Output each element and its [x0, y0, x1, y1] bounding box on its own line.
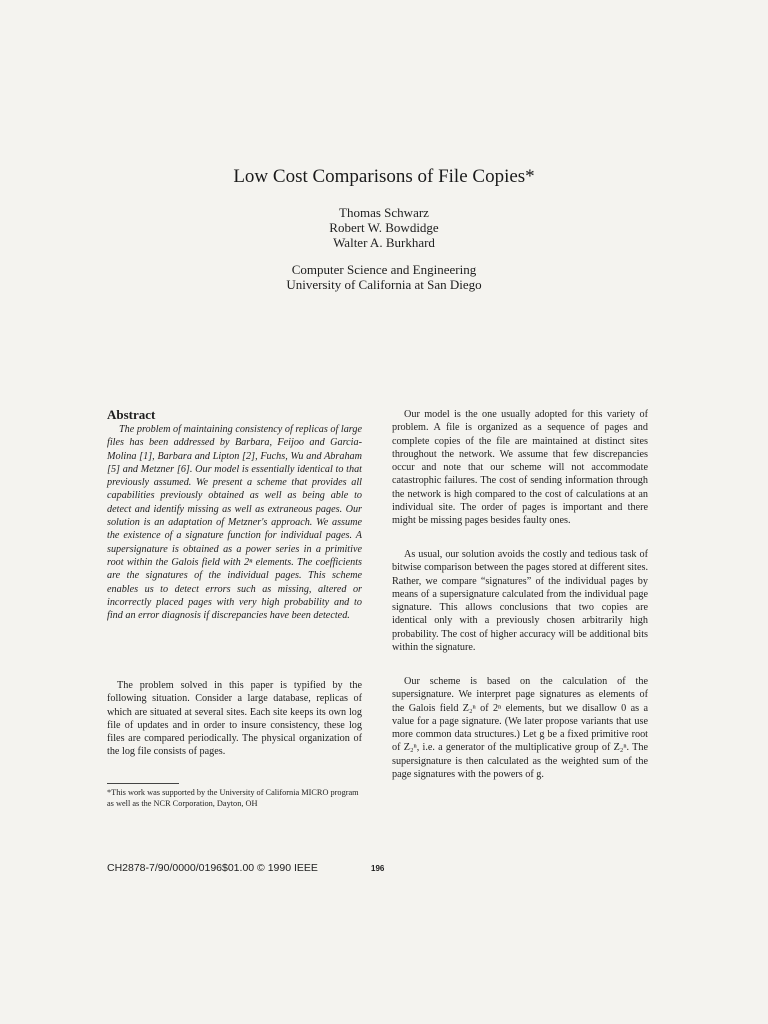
footnote: *This work was supported by the University of California MICRO program as well as the NCR Corporation, Dayton, OH: [107, 788, 359, 808]
author-name: Thomas Schwarz: [339, 205, 429, 220]
page-number: 196: [371, 864, 385, 873]
author-name: Walter A. Burkhard: [333, 235, 435, 250]
abstract-heading: Abstract: [107, 407, 156, 422]
author-list: [0, 205, 768, 250]
body-paragraph-solution: As usual, our solution avoids the costly and tedious task of bitwise comparison between the pages stored at different sites. Rather, we compare “signatures” of the individual pages by means of a supersignature calculated from the individual page signature. This allows conclusions that two copies are identical only with a previously chosen arbitrarily high probability. The cost of higher accuracy will be additional bits within the signature.: [392, 549, 648, 654]
affiliation-line: University of California at San Diego: [286, 277, 482, 292]
body-paragraph-model: Our model is the one usually adopted for this variety of problem. A file is organized as a sequence of pages and complete copies of the file are maintained at distinct sites throughout the network. We assume that few discrepancies occur and note that our scheme will not accommodate catastrophic failures. The cost of sending information through the network is high compared to the cost of calculations at an individual site. The order of pages is important and there might be missing pages besides faulty ones.: [392, 409, 648, 527]
footnote-divider: [107, 783, 179, 784]
abstract-text: The problem of maintaining consistency of replicas of large files has been addressed by Barbara, Feijoo and Garcia-Molina [1], Barbara and Lipton [2], Fuchs, Wu and Abraham [5] and Metzner [6]. Our model is essentially identical to that previously assumed. We present a scheme that provides all capabilities previously obtained as well as being able to detect and identify missing as well as extraneous pages. Our solution is an adaptation of Metzner's approach. We assume the existence of a signature function for individual pages. A supersignature is obtained as a power series in a primitive root within the Galois field with 2ⁿ elements. The coefficients are the signatures of the individual pages. This scheme enables us to detect errors such as missing, altered or incorrectly placed pages with very high probability and to find an error diagnosis if discrepancies have been detected.: [107, 424, 362, 622]
body-paragraph-scheme: Our scheme is based on the calculation of the supersignature. We interpret page signatures as elements of the Galois field Z₂ⁿ of 2ⁿ elements, but we disallow 0 as a value for a page signature. (We later propose variants that use more common data structures.) Let g be a fixed primitive root of Z₂ⁿ, i.e. a generator of the multiplicative group of Z₂ⁿ. The supersignature is then calculated as the weighted sum of the page signatures with the powers of g.: [392, 676, 648, 781]
intro-paragraph: The problem solved in this paper is typified by the following situation. Consider a large database, replicas of which are situated at several sites. Each site keeps its own log file of updates and in order to insure consistency, these log files are compared periodically. The physical organization of the log file consists of pages.: [107, 680, 362, 758]
paper-title: Low Cost Comparisons of File Copies*: [233, 166, 535, 187]
affiliation-line: Computer Science and Engineering: [291, 262, 477, 277]
copyright-code: CH2878-7/90/0000/0196$01.00 © 1990 IEEE: [107, 862, 318, 874]
author-name: Robert W. Bowdidge: [329, 220, 439, 235]
affiliation: [0, 262, 768, 292]
